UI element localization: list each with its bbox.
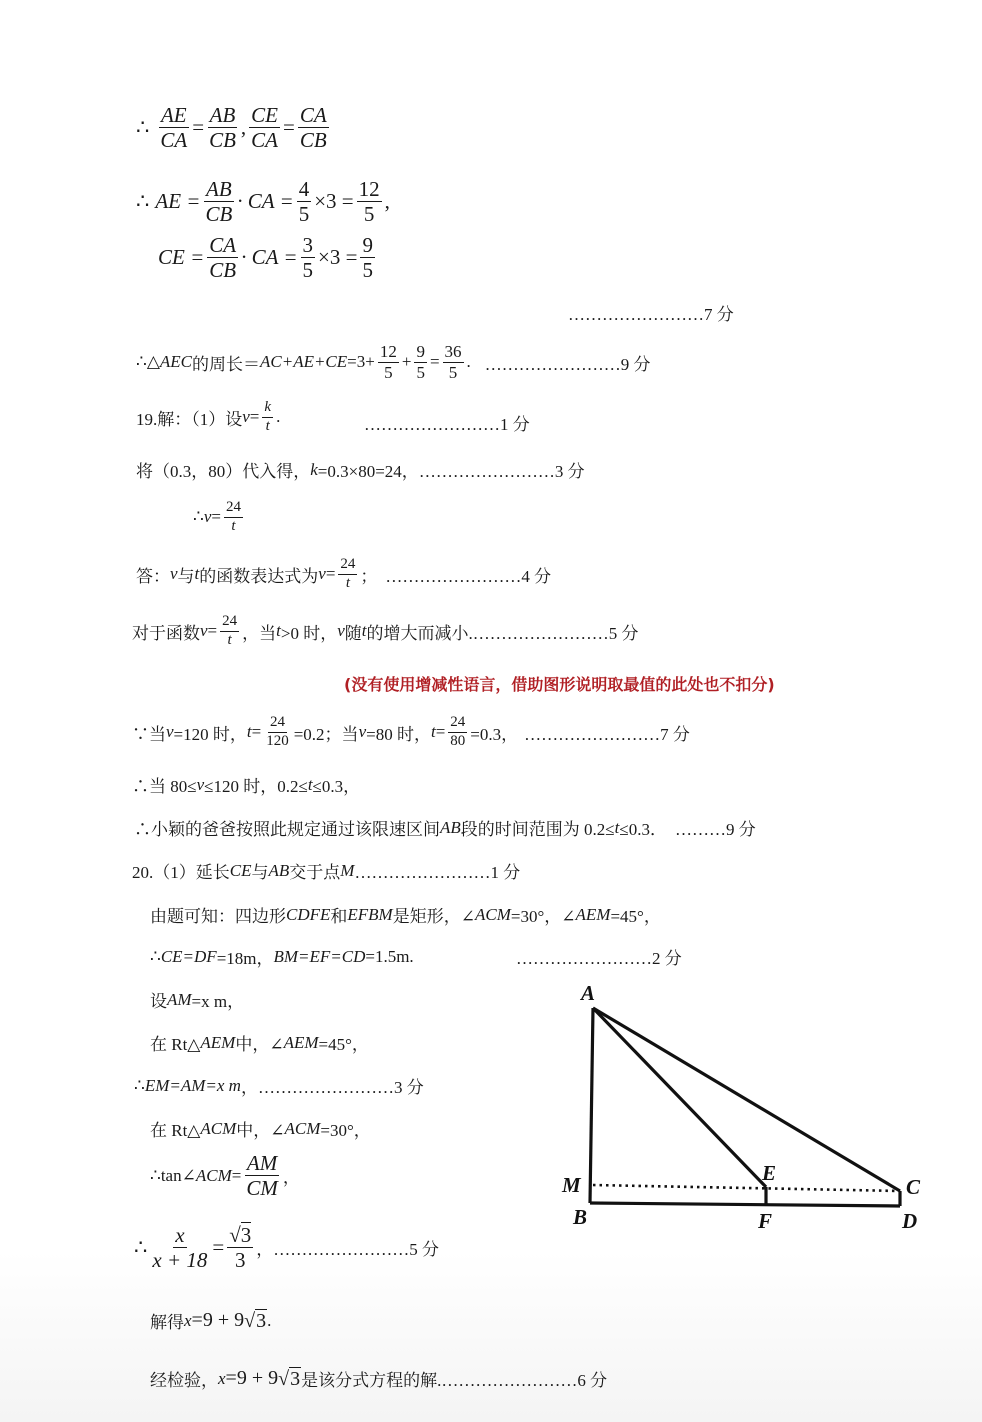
- frac-den: 5: [448, 362, 458, 382]
- text: 设: [150, 992, 167, 1011]
- comma: ，: [282, 1168, 300, 1188]
- therefore-symbol: ∴: [136, 189, 150, 214]
- text: 解得: [150, 1313, 184, 1332]
- frac-num: 3: [302, 233, 313, 257]
- ae-line: [136, 178, 390, 225]
- text: ∵当: [132, 724, 166, 744]
- perimeter-line: [136, 343, 651, 382]
- ce-line: [158, 234, 378, 281]
- segment-ac-line: [593, 1008, 900, 1191]
- text: ≤0.3，: [312, 777, 361, 796]
- segment-am: AM: [167, 989, 192, 1009]
- var-t: t: [430, 722, 436, 742]
- period: .: [267, 1310, 272, 1330]
- text: 是该分式方程的解.: [301, 1371, 442, 1390]
- q19-line-1: [136, 400, 280, 435]
- q19-line-5: [132, 614, 639, 649]
- var-x: x: [218, 1368, 226, 1388]
- label-m: M: [562, 1173, 581, 1197]
- expr: ×3 =: [314, 189, 354, 214]
- quad-efbm: EFBM: [347, 904, 393, 924]
- score-7: ……………………7 分: [568, 305, 734, 324]
- expr: EM=AM=x m: [144, 1075, 241, 1095]
- frac-den: t: [345, 574, 350, 591]
- segment-ae-line: [593, 1008, 766, 1187]
- var-t: t: [307, 774, 313, 794]
- label-c: C: [906, 1175, 921, 1199]
- q19-line-8: [134, 815, 756, 840]
- equals: =: [231, 1165, 242, 1185]
- frac-num: 24: [338, 557, 357, 575]
- var-t: t: [361, 621, 367, 641]
- expr: AC+AE+CE: [260, 352, 348, 372]
- text: 经检验，: [150, 1371, 218, 1390]
- comma: ，: [240, 1078, 258, 1097]
- triangle-acm: ACM: [200, 1118, 237, 1138]
- text: 在 Rt△: [150, 1035, 201, 1054]
- frac-num: [227, 1224, 253, 1248]
- text: =30°，: [320, 1121, 371, 1140]
- frac-den: 80: [450, 732, 466, 749]
- text: =45°，: [610, 907, 661, 926]
- segment-ab: AB: [268, 860, 290, 880]
- q20-line-5: [150, 1030, 369, 1055]
- score-3: ……………………3 分: [418, 462, 585, 481]
- comma: ,: [240, 115, 247, 140]
- frac-num: 24: [220, 614, 239, 632]
- expr: CE =: [158, 245, 205, 270]
- frac-den: CA: [160, 128, 188, 153]
- frac-den: 5: [362, 258, 373, 283]
- text: =45°，: [318, 1035, 369, 1054]
- text: ≤120 时，0.2≤: [204, 777, 308, 796]
- frac-den: CB: [209, 258, 237, 283]
- frac-num: k: [262, 400, 273, 418]
- frac-den: CB: [205, 202, 233, 227]
- score-7: ……………………7 分: [524, 724, 690, 744]
- segment-ce: CE: [229, 860, 252, 880]
- sqrt-icon: √: [229, 1223, 241, 1247]
- frac-num: 4: [298, 177, 310, 201]
- frac-den: 5: [384, 362, 393, 382]
- frac-num: CE: [251, 103, 278, 127]
- expr: =9 + 9: [191, 1309, 245, 1331]
- equals: =: [192, 115, 205, 140]
- var-v: v: [358, 722, 367, 742]
- grading-note: (没有使用增减性语言，借助图形说明取最值的此处也不扣分): [344, 675, 775, 694]
- text: 20.（1）延长: [132, 863, 230, 882]
- semicolon: ；: [360, 566, 378, 586]
- frac-num: 36: [444, 342, 462, 361]
- frac-den: 120: [266, 732, 289, 749]
- segment-ab-line: [590, 1008, 593, 1203]
- q20-line-2: [150, 902, 661, 927]
- q20-line-9: [134, 1224, 439, 1271]
- text: 中，∠: [235, 1035, 284, 1054]
- q20-line-8: [150, 1152, 300, 1199]
- var-v: v: [318, 564, 326, 584]
- period: .: [466, 352, 471, 372]
- score-1: ……………………1 分: [354, 863, 521, 882]
- expr: AE =: [155, 189, 201, 214]
- therefore-symbol: ∴: [150, 946, 161, 966]
- label-f: F: [758, 1209, 773, 1233]
- frac-den: 5: [298, 202, 310, 227]
- q20-line-6: [134, 1073, 424, 1098]
- text: =x m，: [191, 992, 245, 1011]
- segment-bd-line: [590, 1203, 900, 1206]
- frac-num: CA: [209, 233, 237, 257]
- text: ≤0.3．: [619, 820, 667, 839]
- ratio-line: [136, 104, 332, 151]
- text: 交于点: [289, 863, 341, 882]
- frac-den: 3: [234, 1248, 246, 1273]
- var-t: t: [276, 621, 281, 641]
- comma: ，: [256, 1240, 274, 1260]
- triangle-name: AEC: [159, 352, 192, 372]
- text: =0.2；当: [293, 724, 359, 744]
- frac-den: t: [227, 631, 232, 648]
- score-9: ……………………9 分: [484, 354, 651, 374]
- equals: =: [212, 1235, 225, 1260]
- score-3: ……………………3 分: [257, 1078, 424, 1097]
- var-t: t: [194, 564, 200, 584]
- tan-prefix: ∴tan∠: [150, 1165, 196, 1185]
- frac-num: AM: [246, 1151, 278, 1175]
- frac-den: t: [231, 517, 236, 534]
- equals: =: [283, 115, 295, 140]
- text: 的周长＝: [192, 354, 260, 374]
- var-t: t: [614, 817, 620, 837]
- text: 是矩形，∠: [392, 907, 475, 926]
- var-v: v: [170, 564, 178, 584]
- q20-line-7: [150, 1116, 371, 1141]
- frac-den: 5: [416, 362, 425, 382]
- frac-num: 9: [362, 233, 373, 257]
- triangle-aem: AEM: [200, 1032, 236, 1052]
- var-v: v: [196, 774, 205, 794]
- frac-den: CB: [209, 128, 236, 153]
- frac-den: t: [265, 417, 270, 434]
- therefore-triangle: ∴△: [136, 352, 160, 372]
- angle-acm: ACM: [195, 1165, 232, 1185]
- text: 在 Rt△: [150, 1121, 201, 1140]
- text: ∴当 80≤: [132, 777, 197, 796]
- frac-den: 5: [302, 258, 313, 283]
- frac-num: 24: [448, 715, 467, 733]
- angle-acm: ACM: [284, 1118, 321, 1138]
- equals: =: [211, 507, 221, 527]
- equals: =: [249, 407, 260, 427]
- score-6: ……………………6 分: [441, 1371, 608, 1390]
- label-a: A: [581, 981, 596, 1005]
- text: 与: [251, 863, 269, 882]
- segment-ab: AB: [440, 817, 461, 837]
- comma: ,: [384, 189, 390, 214]
- frac-num: x: [175, 1223, 185, 1247]
- point-m: M: [340, 860, 355, 880]
- frac-den: x + 18: [152, 1248, 208, 1273]
- q19-line-4: [136, 557, 551, 592]
- plus: +: [401, 352, 412, 372]
- expr: =0.3×80=24，: [317, 462, 419, 481]
- radicand: 3: [290, 1367, 301, 1390]
- therefore-symbol: ∴: [193, 507, 204, 527]
- text: =1.5m.: [365, 946, 414, 966]
- frac-num: AB: [206, 177, 232, 201]
- frac-num: 24: [268, 715, 287, 733]
- text: ，当: [242, 623, 277, 643]
- expr: ×3 =: [318, 245, 358, 270]
- var-k: k: [310, 459, 318, 479]
- q20-line-11: [150, 1366, 607, 1391]
- sqrt-icon: √: [278, 1367, 290, 1390]
- label-b: B: [573, 1205, 588, 1229]
- var-v: v: [166, 722, 174, 742]
- text: =18m，: [216, 949, 274, 968]
- text: =3+: [347, 352, 375, 372]
- label-e: E: [762, 1161, 777, 1185]
- text: 对于函数: [132, 623, 200, 643]
- dotted-mc-line: [593, 1185, 900, 1191]
- text: 19.解：（1）设: [136, 409, 243, 429]
- q20-line-3: [150, 944, 414, 969]
- frac-num: 12: [358, 177, 380, 201]
- therefore-symbol: ∴: [134, 1075, 145, 1095]
- angle-aem: AEM: [283, 1032, 319, 1052]
- frac-num: AE: [160, 103, 187, 127]
- var-v: v: [203, 507, 212, 527]
- sqrt-icon: √: [244, 1309, 256, 1332]
- frac-num: AB: [209, 103, 236, 127]
- text: ∴小颖的爸爸按照此规定通过该限速区间: [134, 820, 440, 839]
- frac-num: 12: [379, 342, 397, 361]
- score-4: ……………………4 分: [385, 566, 552, 586]
- text: =120 时，: [173, 724, 247, 744]
- text: 将（0.3，80）代入得，: [136, 462, 311, 481]
- therefore-symbol: ∴: [134, 1235, 148, 1260]
- expr: · CA =: [241, 245, 298, 270]
- score-5: ……………………5 分: [273, 1240, 439, 1260]
- frac-num: CA: [299, 103, 327, 127]
- equals: =: [251, 722, 262, 742]
- radicand: 3: [240, 1223, 252, 1247]
- q19-line-2: [136, 457, 585, 482]
- label-d: D: [902, 1209, 918, 1233]
- score-2: ……………………2 分: [516, 949, 682, 968]
- frac-den: CM: [246, 1176, 278, 1201]
- frac-den: CB: [299, 128, 327, 153]
- angle-acm: ACM: [474, 904, 511, 924]
- frac-num: 9: [416, 342, 425, 361]
- text: 的函数表达式为: [199, 566, 319, 586]
- text: 随: [344, 623, 362, 643]
- q20-line-1: [132, 858, 520, 883]
- frac-den: 5: [363, 202, 375, 227]
- therefore-symbol: ∴: [136, 115, 150, 140]
- expr: =9 + 9: [225, 1367, 279, 1389]
- radicand: 3: [256, 1309, 267, 1332]
- angle-aem: AEM: [575, 904, 611, 924]
- text: 和: [330, 907, 348, 926]
- text: 答：: [136, 566, 170, 586]
- q19-line-3: [193, 500, 246, 535]
- text: >0 时，: [280, 623, 338, 643]
- var-x: x: [184, 1310, 192, 1330]
- text: 由题可知：四边形: [150, 907, 286, 926]
- text: 与: [177, 566, 195, 586]
- equals: =: [435, 722, 446, 742]
- q19-line-6: [132, 715, 690, 750]
- equals: =: [325, 564, 336, 584]
- q19-line-7: [132, 772, 360, 797]
- q20-line-4: [150, 987, 244, 1012]
- score-5: ……………………5 分: [472, 623, 639, 643]
- equals: =: [429, 352, 440, 372]
- text: 的增大而减小.: [366, 623, 473, 643]
- frac-num: 24: [224, 500, 243, 518]
- expr: · CA =: [237, 189, 294, 214]
- var-t: t: [246, 722, 252, 742]
- text: 段的时间范围为 0.2≤: [460, 820, 615, 839]
- score-9: ………9 分: [674, 820, 756, 839]
- q20-line-10: [150, 1308, 271, 1333]
- var-v: v: [337, 621, 345, 641]
- var-v: v: [200, 621, 208, 641]
- text: =30°，∠: [510, 907, 576, 926]
- period: .: [276, 407, 281, 427]
- frac-den: CA: [251, 128, 278, 153]
- expr: BM=EF=CD: [273, 946, 366, 966]
- score-1: ……………………1 分: [364, 415, 530, 434]
- equals: =: [207, 621, 218, 641]
- text: 中，∠: [236, 1121, 285, 1140]
- var-v: v: [242, 407, 250, 427]
- text: =0.3，: [470, 724, 519, 744]
- text: =80 时，: [366, 724, 431, 744]
- quad-cdfe: CDFE: [286, 904, 331, 924]
- expr: CE=DF: [160, 946, 217, 966]
